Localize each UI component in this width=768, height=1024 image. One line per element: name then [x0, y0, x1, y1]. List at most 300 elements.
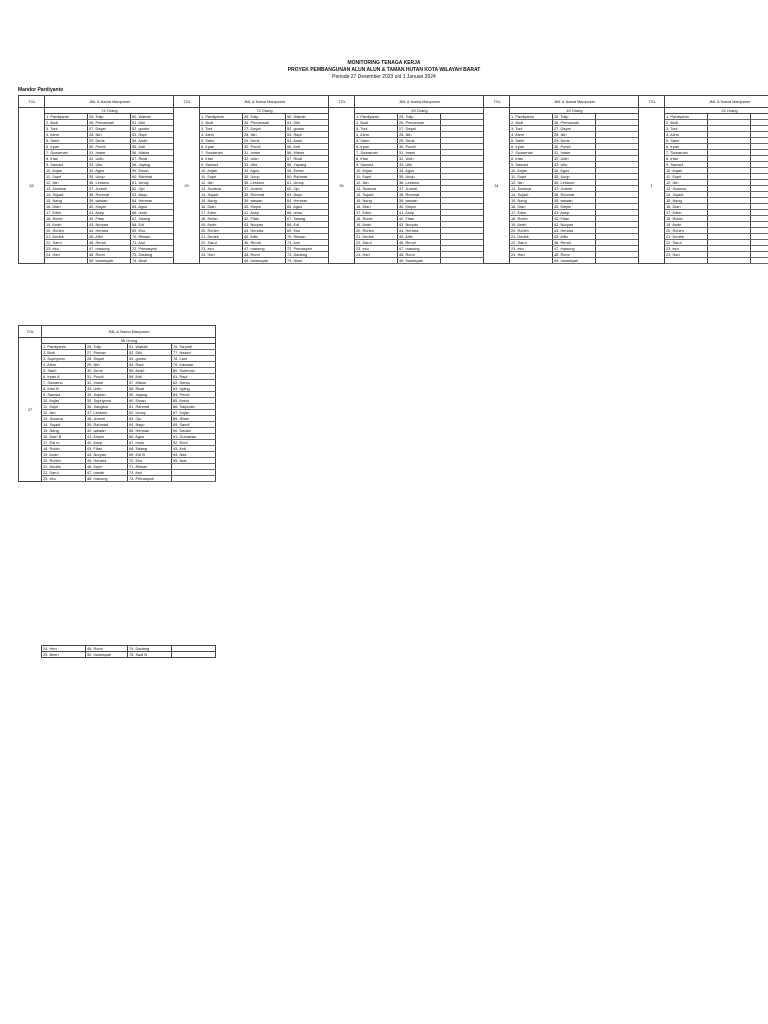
worker-name: 14. Sujadi	[510, 192, 553, 198]
table-row	[42, 652, 216, 658]
worker-name: 38. Rohmat	[243, 192, 286, 198]
worker-name: 11. Supri	[45, 174, 88, 180]
worker-name: 63. Bayu	[131, 192, 174, 198]
worker-name: 17. Edim	[510, 210, 553, 216]
worker-name: 70. Ritwan	[286, 234, 329, 240]
worker-name: 70. Eko	[128, 458, 172, 464]
worker-name: 18. Robin	[200, 216, 243, 222]
manpower-header: JML & Nama Manpower	[510, 96, 639, 108]
worker-name: 42. Fifan	[398, 216, 441, 222]
worker-name: 5. Sahri	[665, 138, 708, 144]
worker-name: 13. Sudana	[355, 186, 398, 192]
worker-name: 65. Herman	[128, 428, 172, 434]
worker-name	[355, 258, 398, 264]
worker-name: 37. Juremi	[398, 186, 441, 192]
worker-name: 71. Arul	[131, 240, 174, 246]
worker-name: 28. Ikin	[398, 132, 441, 138]
worker-name: 24. Hari	[665, 252, 708, 258]
worker-name: 94. Nas	[172, 452, 216, 458]
worker-name: 20. Rohim	[45, 228, 88, 234]
worker-name: 17. Edim	[200, 210, 243, 216]
tgl-header: TGL	[484, 96, 510, 108]
worker-name: 31. Imam	[243, 150, 286, 156]
worker-name: 44. Hendra	[398, 228, 441, 234]
worker-name: 45. Alfin	[88, 234, 131, 240]
worker-name: 23. eko	[45, 246, 88, 252]
worker-name: 31. Imam	[553, 150, 596, 156]
worker-name: 19. Andri	[510, 222, 553, 228]
table-header-row	[19, 326, 216, 338]
worker-name: 37. Juremi	[88, 186, 131, 192]
worker-name: 38. Rohmat	[398, 192, 441, 198]
worker-name: 33. Utis	[398, 162, 441, 168]
worker-name: 20. Rohim	[42, 458, 86, 464]
worker-count: 74 Orang	[200, 108, 329, 114]
worker-name: 5. Sahri	[45, 138, 88, 144]
worker-name: 33. Utis	[243, 162, 286, 168]
worker-name: 16. Dian B	[42, 434, 86, 440]
worker-name: 10. Anjan	[510, 168, 553, 174]
worker-name: 77. Hasan	[172, 350, 216, 356]
worker-name: 48. Romi	[243, 252, 286, 258]
worker-name: 4. Alem	[42, 362, 86, 368]
worker-name: 4. Alem	[510, 132, 553, 138]
worker-name: 32. Udin	[553, 156, 596, 162]
report-title: MONITORING TENAGA KERJA	[347, 60, 421, 66]
worker-name: 40. Klepin	[553, 204, 596, 210]
worker-name: 32. Udin	[243, 156, 286, 162]
worker-name: 31. Imam	[398, 150, 441, 156]
worker-name: 29. Ikin	[86, 362, 128, 368]
worker-name: 8. Irfan	[510, 156, 553, 162]
worker-name: 14. Sujadi	[200, 192, 243, 198]
worker-name: 23. eko	[665, 246, 708, 252]
worker-name	[665, 258, 708, 264]
worker-name: 82. Darso	[172, 380, 216, 386]
worker-name	[596, 258, 639, 264]
worker-name: 44. Hendra	[553, 228, 596, 234]
worker-name: 11. Supri	[200, 174, 243, 180]
worker-name: 51. Diki	[286, 120, 329, 126]
worker-name: 27. Dayat	[243, 126, 286, 132]
worker-name: 45. Alfin	[398, 234, 441, 240]
worker-name: 89. Sandi	[172, 422, 216, 428]
worker-name: 15. Nang	[510, 198, 553, 204]
worker-name: 13. Sudana	[45, 186, 88, 192]
worker-name: 2. Budi	[45, 120, 88, 126]
worker-name	[510, 258, 553, 264]
worker-name: 57. Rizal	[131, 156, 174, 162]
worker-name: 61. Rahmat	[128, 404, 172, 410]
worker-name: 7. Suwarno	[42, 380, 86, 386]
worker-name: 6. Irpan	[510, 144, 553, 150]
worker-name: 49. Romi	[86, 646, 128, 652]
worker-name: 36. Lestono	[243, 180, 286, 186]
worker-name: 8. Irfan B	[42, 386, 86, 392]
worker-name: 8. Irfan	[355, 156, 398, 162]
worker-name: 8. Irfan	[200, 156, 243, 162]
worker-count: 49 Orang	[510, 108, 639, 114]
worker-name: 58. Jajang	[131, 162, 174, 168]
worker-name: 21. Dedek	[42, 464, 86, 470]
worker-name: 11. Supri	[355, 174, 398, 180]
worker-name: 33. Utis	[88, 162, 131, 168]
worker-name: 73. Dadang	[131, 252, 174, 258]
worker-name: 22. Sarul	[45, 240, 88, 246]
worker-name: 31. Pundi	[86, 374, 128, 380]
worker-name: 27. Dayat	[553, 126, 596, 132]
worker-name: 47. manung	[88, 246, 131, 252]
worker-name: 43. Fifan	[86, 446, 128, 452]
worker-name: 3. Toni	[510, 126, 553, 132]
worker-name: 74. Ikbal	[286, 258, 329, 264]
worker-name: 30. Pundi	[398, 144, 441, 150]
worker-name: 7. Suwarnah	[355, 150, 398, 156]
worker-name: 10. Anjan	[665, 168, 708, 174]
worker-name: 35. Ucup	[553, 174, 596, 180]
worker-name: 10. Anjan	[200, 168, 243, 174]
worker-name: 24. Hari	[45, 252, 88, 258]
worker-name: 70. Ritwan	[131, 234, 174, 240]
worker-name: 32. Imam	[86, 380, 128, 386]
worker-name: 71. Ritwan	[128, 464, 172, 470]
worker-name: 28. Ikin	[553, 132, 596, 138]
worker-name: 47. manung	[398, 246, 441, 252]
worker-name: 66. restu	[131, 210, 174, 216]
worker-name: 21. Dedek	[200, 234, 243, 240]
worker-name: 34. Agus	[243, 168, 286, 174]
worker-name: 45. Alfin	[243, 234, 286, 240]
worker-name: 18. Robin	[355, 216, 398, 222]
worker-name: 42. Asep	[86, 440, 128, 446]
worker-name	[200, 258, 243, 264]
worker-name: 42. Fifan	[88, 216, 131, 222]
worker-count: 49 Orang	[355, 108, 484, 114]
worker-name: 58. Yayang	[286, 162, 329, 168]
worker-name: 14. Sujadi	[42, 422, 86, 428]
worker-name: 2. Budi	[200, 120, 243, 126]
worker-name: 30. Pundi	[553, 144, 596, 150]
worker-name	[172, 476, 216, 482]
worker-name: 10. Anjan	[355, 168, 398, 174]
manpower-table-main	[18, 95, 768, 264]
worker-name: 48. Romi	[88, 252, 131, 258]
worker-name: 34. Agus	[88, 168, 131, 174]
tgl-header: TGL	[19, 96, 45, 108]
worker-name: 46. Rendi	[88, 240, 131, 246]
worker-name: 17. Edi m	[42, 440, 86, 446]
worker-name: 40. Klepin	[398, 204, 441, 210]
worker-name: 43. Nuryan	[553, 222, 596, 228]
worker-name: 23. eko	[355, 246, 398, 252]
worker-name: 52. guntur	[286, 126, 329, 132]
worker-name: 48. Romi	[398, 252, 441, 258]
worker-name: 67. Tatang	[131, 216, 174, 222]
worker-name: 15. Nang	[200, 198, 243, 204]
worker-name: 74. Ikbal	[131, 258, 174, 264]
worker-name: 3. Toni	[355, 126, 398, 132]
worker-name: 24. Heri	[42, 646, 86, 652]
worker-name: 11. Supri	[665, 174, 708, 180]
worker-name: 64. Bayu	[128, 422, 172, 428]
worker-name: 22. Sarul	[42, 470, 86, 476]
worker-name: 18. Robin	[510, 216, 553, 222]
worker-name: 50. Wahab	[131, 114, 174, 120]
worker-name: 41. Asep	[398, 210, 441, 216]
mandor-name: Mandor Pardiyanto	[18, 87, 64, 93]
worker-name: 27. Pirman	[86, 350, 128, 356]
worker-name: 13. Sudana	[510, 186, 553, 192]
worker-name: 68. Tatang	[128, 446, 172, 452]
worker-name: 27. Dayat	[88, 126, 131, 132]
worker-name: 49. Irwansyah	[88, 258, 131, 264]
worker-name: 36. Lestono	[398, 180, 441, 186]
worker-name: 72. Primasyah	[131, 246, 174, 252]
worker-name: 80. Subiman	[172, 368, 216, 374]
worker-name: 59. Jajang	[128, 392, 172, 398]
worker-name: 57. Mistar	[128, 380, 172, 386]
worker-name: 25. Tolip	[398, 114, 441, 120]
worker-name: 27. Dayat	[398, 126, 441, 132]
worker-name: 35. Ucup	[398, 174, 441, 180]
worker-name: 69. Eko	[286, 228, 329, 234]
worker-name: 36. Lestono	[553, 180, 596, 186]
worker-name: 22. Sarul	[200, 240, 243, 246]
worker-name: 19. Andri	[355, 222, 398, 228]
worker-name: 19. Andri	[42, 452, 86, 458]
worker-name: 6. Irpan	[200, 144, 243, 150]
worker-name: 35. Supriyono	[86, 398, 128, 404]
worker-count: 24 Orang	[665, 108, 768, 114]
worker-name: 63. Ojo	[128, 416, 172, 422]
worker-name	[441, 258, 484, 264]
worker-name: 87. Kojan	[172, 410, 216, 416]
worker-name: 47. manung	[553, 246, 596, 252]
worker-name: 25. Beeri	[42, 652, 86, 658]
worker-name: 13. Sudana	[42, 416, 86, 422]
worker-name: 69. Eko	[131, 228, 174, 234]
worker-count: 74 Orang	[45, 108, 174, 114]
worker-name: 20. Rohim	[665, 228, 708, 234]
worker-name: 6. Irpan	[355, 144, 398, 150]
worker-name: 34. Sopian	[86, 392, 128, 398]
worker-name: 30. Deris	[86, 368, 128, 374]
worker-name: 29. Deris	[88, 138, 131, 144]
worker-name: 36. Lestono	[88, 180, 131, 186]
worker-name: 46. Rendi	[243, 240, 286, 246]
tgl-header: TGL	[174, 96, 200, 108]
worker-name: 16. Dian	[510, 204, 553, 210]
worker-name: 9. Samsul	[355, 162, 398, 168]
worker-name: 29. Deris	[398, 138, 441, 144]
worker-name: 10. Anjan	[42, 398, 86, 404]
worker-name: 39. wawan	[553, 198, 596, 204]
worker-name: 33. Udin	[86, 386, 128, 392]
worker-name: 38. Juremi	[86, 416, 128, 422]
worker-name: 12. Ikin	[665, 180, 708, 186]
worker-name: 18. Robin	[42, 446, 86, 452]
worker-name: 40. Klepin	[243, 204, 286, 210]
worker-name: 47. manung	[243, 246, 286, 252]
worker-name: 7. Suwarnah	[665, 150, 708, 156]
tgl-date: 1	[639, 108, 665, 264]
worker-name: 3. Toni	[200, 126, 243, 132]
worker-name: 41. Asep	[243, 210, 286, 216]
worker-name: 37. Juremi	[243, 186, 286, 192]
worker-name: 54. Andri	[131, 138, 174, 144]
worker-name: 56. Mistar	[131, 150, 174, 156]
worker-name: 18. Robin	[45, 216, 88, 222]
worker-name: 78. Lani	[172, 356, 216, 362]
worker-name: 44. Hendra	[243, 228, 286, 234]
worker-name: 5. Sahri	[200, 138, 243, 144]
worker-name: 95. Iklal	[172, 458, 216, 464]
worker-name: 21. Dedek	[665, 234, 708, 240]
worker-name: 26. Pirmansah	[88, 120, 131, 126]
worker-name: 25. Tolip	[243, 114, 286, 120]
manpower-header: JML & Nama Manpower	[45, 96, 174, 108]
worker-name: 81. Rapi	[172, 374, 216, 380]
worker-name: 39. wawan	[243, 198, 286, 204]
worker-name: 19. Andri	[45, 222, 88, 228]
worker-name: 13. Sudana	[665, 186, 708, 192]
worker-name: 36. Sangkut	[86, 404, 128, 410]
worker-name: 5. Sahri	[42, 368, 86, 374]
manpower-table-second	[18, 325, 216, 482]
empty-cell	[172, 652, 216, 658]
worker-name: 46. Rendi	[553, 240, 596, 246]
worker-name: 62. Umay	[128, 410, 172, 416]
worker-name: 40. Klepin	[88, 204, 131, 210]
worker-name: 76. Taryudi	[172, 344, 216, 350]
worker-name: 69. Edi B	[128, 452, 172, 458]
worker-name: 16. Dian	[665, 204, 708, 210]
worker-name: 35. Ucup	[88, 174, 131, 180]
worker-name: 61. Umay	[131, 180, 174, 186]
worker-name: 71. Arul	[286, 240, 329, 246]
manpower-table-extra	[41, 645, 216, 658]
worker-name: 92. Roni	[172, 440, 216, 446]
worker-name: 59. Eman	[286, 168, 329, 174]
worker-name: 64. Herman	[286, 198, 329, 204]
worker-name: 10. Anjan	[45, 168, 88, 174]
worker-name: 56. Mistar	[286, 150, 329, 156]
worker-name: 52. guntur	[131, 126, 174, 132]
worker-name: 30. Pundi	[88, 144, 131, 150]
worker-name: 41. Klepin	[86, 434, 128, 440]
worker-name: 7. Suwarnah	[200, 150, 243, 156]
worker-name: 12. Ikin	[42, 410, 86, 416]
worker-name: 24. Hari	[510, 252, 553, 258]
worker-name: 40. wawan	[86, 428, 128, 434]
worker-name: 57. Rizal	[286, 156, 329, 162]
table-header-row	[19, 96, 768, 108]
worker-name: 9. Samsul	[665, 162, 708, 168]
worker-name: 23. eko	[42, 476, 86, 482]
worker-name: 39. wawan	[398, 198, 441, 204]
worker-name: 1. Pardiyanto	[665, 114, 708, 120]
worker-name: 7. Suwarnah	[45, 150, 88, 156]
worker-name: 24. Hari	[200, 252, 243, 258]
worker-name: 1. Pardiyanto	[45, 114, 88, 120]
worker-name: 12. Ikin	[355, 180, 398, 186]
worker-name: 54. Andri	[286, 138, 329, 144]
worker-name	[751, 258, 768, 264]
worker-name: 9. Samsul	[200, 162, 243, 168]
worker-name: 64. Herman	[131, 198, 174, 204]
worker-name: 47. nanah	[86, 470, 128, 476]
worker-name: 2. Budi	[510, 120, 553, 126]
tgl-date: 29	[174, 108, 200, 264]
worker-name: 84. Pendi	[172, 392, 216, 398]
worker-name: 6. Irpan	[45, 144, 88, 150]
worker-name: 18. Robin	[665, 216, 708, 222]
worker-name: 60. Rahmat	[286, 174, 329, 180]
worker-name: 50. Wahab	[286, 114, 329, 120]
worker-name: 21. Dedek	[45, 234, 88, 240]
worker-name: 43. Nuryan	[398, 222, 441, 228]
worker-name: 39. wawan	[88, 198, 131, 204]
worker-name: 42. Fifan	[553, 216, 596, 222]
worker-name: 20. Rohim	[200, 228, 243, 234]
worker-name: 88. Ifham	[172, 416, 216, 422]
worker-name: 61. Umay	[286, 180, 329, 186]
worker-name: 72. Arul	[128, 470, 172, 476]
worker-name: 12. Ikin	[510, 180, 553, 186]
worker-name: 17. Edim	[665, 210, 708, 216]
worker-name: 25. Tolip	[88, 114, 131, 120]
tgl-header: TGL	[329, 96, 355, 108]
worker-name: 12. Ikin	[200, 180, 243, 186]
worker-name: 54. Rapi	[128, 362, 172, 368]
worker-count: 95 Orang	[42, 338, 216, 344]
worker-name: 45. Alfin	[553, 234, 596, 240]
worker-name: 11. Supri	[42, 404, 86, 410]
worker-name: 73. Primasyah	[128, 476, 172, 482]
worker-name: 38. Rohmat	[553, 192, 596, 198]
worker-name	[45, 258, 88, 264]
worker-name: 44. Hendra	[88, 228, 131, 234]
worker-name: 1. Pardiyanto	[42, 344, 86, 350]
worker-name: 19. Andri	[200, 222, 243, 228]
worker-name: 3. Supriyono	[42, 356, 86, 362]
worker-name: 21. Dedek	[355, 234, 398, 240]
worker-name: 16. Dian	[45, 204, 88, 210]
worker-name: 49. Irwansyah	[398, 258, 441, 264]
worker-name: 4. Alem	[200, 132, 243, 138]
worker-name: 53. Rapi	[131, 132, 174, 138]
worker-name: 51. Wahab	[128, 344, 172, 350]
worker-name: 93. Ardi	[172, 446, 216, 452]
manpower-header: JML & Nama Manpower	[665, 96, 768, 108]
worker-name: 29. Deris	[553, 138, 596, 144]
worker-name: 42. Fifan	[243, 216, 286, 222]
manpower-header: JML & Nama Manpower	[42, 326, 216, 338]
worker-name: 23. eko	[510, 246, 553, 252]
worker-name: 60. Eman	[128, 398, 172, 404]
worker-name: 48. manung	[86, 476, 128, 482]
project-name: PROYEK PEMBANGUNAN ALUN ALUN & TAMAN HUTAN KOTA WILAYAH BARAT	[287, 67, 481, 73]
worker-name: 85. Antok	[172, 398, 216, 404]
worker-name: 55. Ardi	[131, 144, 174, 150]
worker-name: 3. Toni	[665, 126, 708, 132]
worker-name: 21. Dedek	[510, 234, 553, 240]
tgl-date: 28	[19, 108, 45, 264]
worker-name: 4. Alem	[665, 132, 708, 138]
worker-name: 32. Udin	[398, 156, 441, 162]
worker-name: 9. Samsul	[45, 162, 88, 168]
worker-name: 60. Rahmat	[131, 174, 174, 180]
